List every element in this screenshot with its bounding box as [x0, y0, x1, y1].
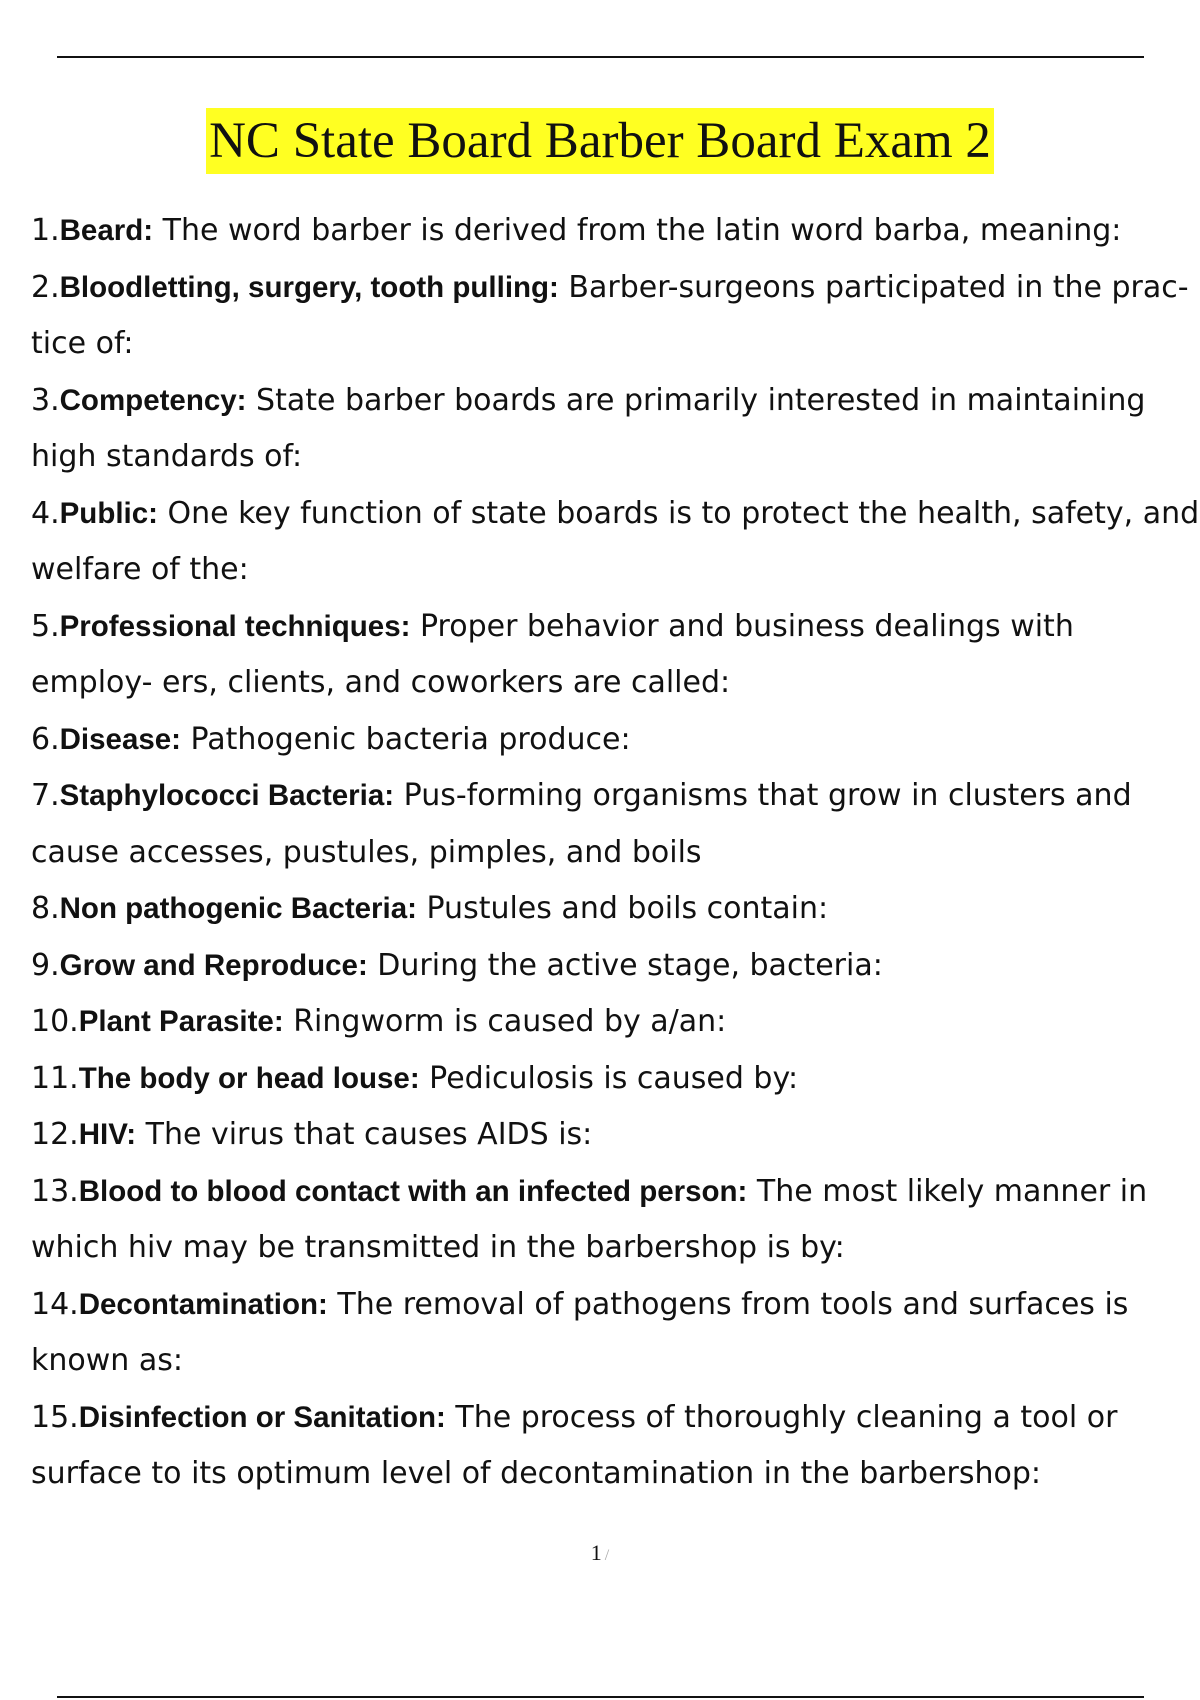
- question-number: 9.: [31, 947, 60, 983]
- page-number: [0, 1540, 1200, 1566]
- question-term: HIV:: [78, 1118, 137, 1151]
- question-item: [31, 938, 1200, 995]
- top-rule: [57, 56, 1144, 58]
- question-term: Public:: [59, 496, 158, 530]
- question-term: Decontamination:: [78, 1287, 328, 1321]
- question-item: [31, 203, 1200, 260]
- question-number: 13.: [31, 1173, 79, 1209]
- question-text: Pathogenic bacteria produce:: [180, 721, 631, 757]
- question-item: [31, 486, 1200, 599]
- question-number: 3.: [31, 382, 60, 418]
- question-term: Competency:: [59, 383, 247, 417]
- question-term: Bloodletting, surgery, tooth pulling:: [59, 270, 559, 304]
- question-item: [31, 712, 1200, 769]
- question-term: Plant Parasite:: [78, 1005, 284, 1038]
- question-text: The virus that causes AIDS is:: [136, 1117, 593, 1152]
- question-term: The body or head louse:: [78, 1061, 420, 1095]
- question-text: Pus-forming organisms that grow in clusters and cause accesses, pustules, pimples, and boils: [31, 778, 1142, 870]
- question-item: [31, 373, 1200, 486]
- question-number: 4.: [31, 495, 60, 531]
- question-item: [31, 260, 1200, 373]
- question-number: 7.: [31, 778, 60, 813]
- question-item: [31, 994, 1200, 1051]
- page-title: NC State Board Barber Board Exam 2: [206, 108, 994, 174]
- question-term: Staphylococci Bacteria:: [59, 779, 395, 812]
- question-term: Non pathogenic Bacteria:: [59, 892, 417, 925]
- question-number: 14.: [31, 1286, 79, 1322]
- question-item: [31, 1051, 1200, 1108]
- question-item: [31, 1164, 1200, 1277]
- question-text: Barber-surgeons participated in the prac- tice of:: [31, 269, 1199, 361]
- question-text: State barber boards are primarily interested in maintaining high standards of:: [31, 382, 1155, 474]
- question-text: The word barber is derived from the latin word barba, meaning:: [153, 213, 1122, 248]
- question-number: 15.: [31, 1399, 79, 1435]
- bottom-rule: [57, 1696, 1144, 1698]
- question-text: The removal of pathogens from tools and surfaces is known as:: [31, 1286, 1138, 1378]
- question-text: The most likely manner in which hiv may be transmitted in the barbershop is by:: [31, 1173, 1157, 1265]
- page-number-separator: /: [604, 1547, 610, 1564]
- question-term: Disease:: [59, 722, 181, 756]
- page-number-value: 1: [590, 1540, 602, 1565]
- question-term: Professional techniques:: [59, 609, 411, 643]
- question-term: Disinfection or Sanitation:: [78, 1400, 446, 1434]
- question-text: Pustules and boils contain:: [416, 891, 829, 926]
- question-number: 12.: [31, 1117, 79, 1152]
- question-item: [31, 881, 1200, 938]
- question-term: Blood to blood contact with an infected person:: [78, 1174, 748, 1208]
- question-text: One key function of state boards is to protect the health, safety, and welfare of the:: [31, 495, 1200, 587]
- title-container: [0, 108, 1200, 174]
- question-text: Pediculosis is caused by:: [419, 1060, 799, 1096]
- question-text: The process of thoroughly cleaning a tool or surface to its optimum level of decontamination in the barbershop:: [31, 1399, 1127, 1491]
- question-text: Proper behavior and business dealings with employ- ers, clients, and coworkers are called:: [31, 608, 1084, 700]
- question-item: [31, 1277, 1200, 1390]
- question-number: 10.: [31, 1004, 79, 1039]
- question-text: During the active stage, bacteria:: [367, 947, 883, 983]
- question-number: 1.: [31, 213, 60, 248]
- question-number: 5.: [31, 608, 60, 644]
- question-number: 11.: [31, 1060, 79, 1096]
- question-number: 2.: [31, 269, 60, 305]
- question-term: Grow and Reproduce:: [59, 948, 368, 982]
- question-term: Beard:: [59, 214, 154, 247]
- question-text: Ringworm is caused by a/an:: [283, 1004, 727, 1039]
- question-item: [31, 1107, 1200, 1164]
- question-item: [31, 599, 1200, 712]
- question-list: [31, 203, 1200, 1503]
- question-item: [31, 1390, 1200, 1503]
- question-item: [31, 768, 1200, 881]
- question-number: 8.: [31, 891, 60, 926]
- question-number: 6.: [31, 721, 60, 757]
